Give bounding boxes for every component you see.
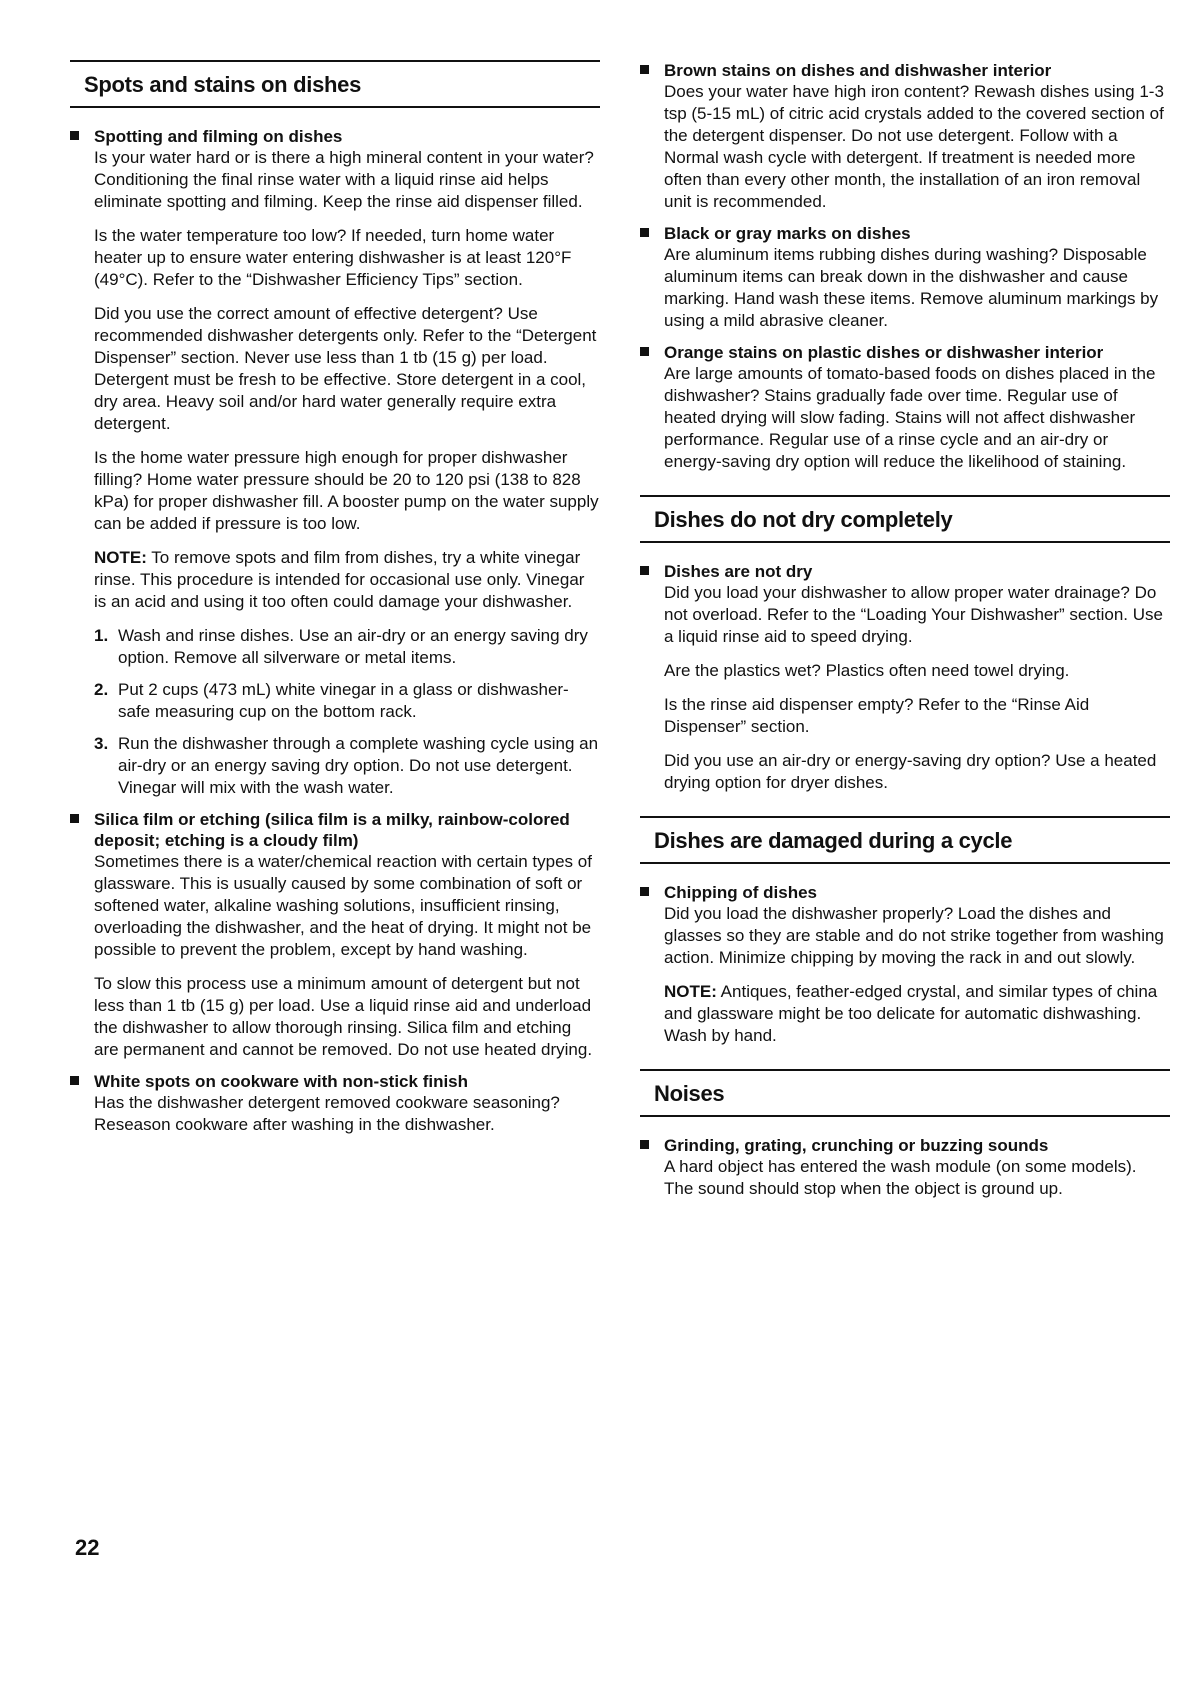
bullet-icon (70, 814, 79, 823)
paragraph: Did you use the correct amount of effective detergent? Use recommended dishwasher detergents only. Refer to the “Detergent Dispenser” section. Never use less than 1 tb (15 g) per load. Detergent must be fresh to be effective. Store detergent in a cool, dry area. Heavy soil and/or hard water generally require extra detergent. (94, 304, 597, 433)
item-chipping (640, 882, 1170, 1047)
paragraph: Is your water hard or is there a high mineral content in your water? Conditioning the final rinse water with a liquid rinse aid helps eliminate spotting and filming. Keep the rinse aid dispenser filled. (94, 148, 594, 211)
item-not-dry (640, 561, 1170, 794)
item-black-marks (640, 223, 1170, 332)
section-title: Noises (654, 1081, 725, 1106)
page-number: 22 (75, 1535, 100, 1560)
bullet-icon (70, 1076, 79, 1085)
paragraph: Are large amounts of tomato-based foods on dishes placed in the dishwasher? Stains gradually fade over time. Regular use of heated drying will slow fading. Stains will not affect dishwasher performance. Regular use of a rinse cycle and an air-dry or energy-saving dry option will reduce the likelihood of staining. (664, 364, 1156, 471)
bullet-icon (640, 65, 649, 74)
step-item (94, 733, 600, 799)
paragraph: Is the water temperature too low? If needed, turn home water heater up to ensure water entering dishwasher is at least 120°F (49°C). Refer to the “Dishwasher Efficiency Tips” section. (94, 226, 572, 289)
section-header-damaged (640, 816, 1170, 864)
item-title: Spotting and filming on dishes (94, 127, 343, 146)
note-label: NOTE: (94, 548, 147, 567)
paragraph: Is the home water pressure high enough for proper dishwasher filling? Home water pressure should be 20 to 120 psi (138 to 828 kPa) for proper dishwasher fill. A booster pump on the water supply can be added if pressure is too low. (94, 448, 599, 533)
item-white-spots (70, 1071, 600, 1136)
item-spotting (70, 126, 600, 799)
item-title: Black or gray marks on dishes (664, 224, 911, 243)
bullet-icon (640, 228, 649, 237)
item-title: White spots on cookware with non-stick finish (94, 1072, 469, 1091)
paragraph: Sometimes there is a water/chemical reaction with certain types of glassware. This is usually caused by some combination of soft or softened water, alkaline washing solutions, insufficient rinsing, overloading the dishwasher, and the heat of drying. It might not be possible to prevent the problem, except by hand washing. (94, 852, 592, 959)
step-text: Put 2 cups (473 mL) white vinegar in a glass or dishwasher-safe measuring cup on the bottom rack. (118, 680, 569, 721)
item-orange-stains (640, 342, 1170, 473)
item-title: Orange stains on plastic dishes or dishwasher interior (664, 343, 1104, 362)
paragraph: Does your water have high iron content? Rewash dishes using 1-3 tsp (5-15 mL) of citric acid crystals added to the covered section of the detergent dispenser. Do not use detergent. Follow with a Normal wash cycle with detergent. If treatment is needed more often than every other month, the installation of an iron removal unit is recommended. (664, 82, 1164, 211)
step-number: 3. (94, 734, 109, 753)
note-paragraph (664, 981, 1170, 1047)
note-text: To remove spots and film from dishes, try a white vinegar rinse. This procedure is intended for occasional use only. Vinegar is an acid and using it too often could damage your dishwasher. (94, 548, 585, 611)
step-text: Run the dishwasher through a complete washing cycle using an air-dry or an energy saving dry option. Do not use detergent. Vinegar will mix with the wash water. (118, 734, 599, 797)
bullet-icon (640, 887, 649, 896)
paragraph: Did you load the dishwasher properly? Load the dishes and glasses so they are stable and do not strike together from washing action. Minimize chipping by moving the rack in and out slowly. (664, 904, 1164, 967)
paragraph: Is the rinse aid dispenser empty? Refer to the “Rinse Aid Dispenser” section. (664, 695, 1090, 736)
item-title: Chipping of dishes (664, 883, 817, 902)
paragraph: To slow this process use a minimum amount of detergent but not less than 1 tb (15 g) per load. Use a liquid rinse aid and underload the dishwasher to allow thorough rinsing. Silica film and etching are permanent and cannot be removed. Do not use heated drying. (94, 974, 593, 1059)
steps-list (94, 625, 600, 799)
section-header-noises (640, 1069, 1170, 1117)
item-grinding (640, 1135, 1170, 1200)
note-paragraph (94, 547, 600, 613)
bullet-icon (640, 347, 649, 356)
paragraph: Are aluminum items rubbing dishes during washing? Disposable aluminum items can break down in the dishwasher and cause marking. Hand wash these items. Remove aluminum markings by using a mild abrasive cleaner. (664, 245, 1159, 330)
step-item (94, 625, 600, 669)
paragraph: A hard object has entered the wash module (on some models). The sound should stop when the object is ground up. (664, 1157, 1137, 1198)
item-silica (70, 809, 600, 1061)
paragraph: Did you use an air-dry or energy-saving dry option? Use a heated drying option for dryer dishes. (664, 751, 1157, 792)
section-title: Dishes are damaged during a cycle (654, 828, 1013, 853)
item-title: Grinding, grating, crunching or buzzing sounds (664, 1136, 1049, 1155)
step-text: Wash and rinse dishes. Use an air-dry or an energy saving dry option. Remove all silverware or metal items. (118, 626, 588, 667)
paragraph: Has the dishwasher detergent removed cookware seasoning? Reseason cookware after washing in the dishwasher. (94, 1093, 560, 1134)
paragraph: Did you load your dishwasher to allow proper water drainage? Do not overload. Refer to the “Loading Your Dishwasher” section. Use a liquid rinse aid to speed drying. (664, 583, 1163, 646)
item-title: Brown stains on dishes and dishwasher interior (664, 61, 1052, 80)
item-title: Silica film or etching (silica film is a milky, rainbow-colored deposit; etching is a cloudy film) (94, 810, 570, 850)
item-title: Dishes are not dry (664, 562, 813, 581)
bullet-icon (70, 131, 79, 140)
bullet-icon (640, 566, 649, 575)
right-column (640, 60, 1170, 1210)
item-brown-stains (640, 60, 1170, 213)
bullet-icon (640, 1140, 649, 1149)
left-column (70, 60, 600, 1146)
note-text: Antiques, feather-edged crystal, and similar types of china and glassware might be too delicate for automatic dishwashing. Wash by hand. (664, 982, 1158, 1045)
step-item (94, 679, 600, 723)
section-header-spots (70, 60, 600, 108)
note-label: NOTE: (664, 982, 717, 1001)
step-number: 1. (94, 626, 109, 645)
paragraph: Are the plastics wet? Plastics often need towel drying. (664, 661, 1070, 680)
section-title: Spots and stains on dishes (84, 72, 362, 97)
section-title: Dishes do not dry completely (654, 507, 953, 532)
step-number: 2. (94, 680, 109, 699)
section-header-dry (640, 495, 1170, 543)
